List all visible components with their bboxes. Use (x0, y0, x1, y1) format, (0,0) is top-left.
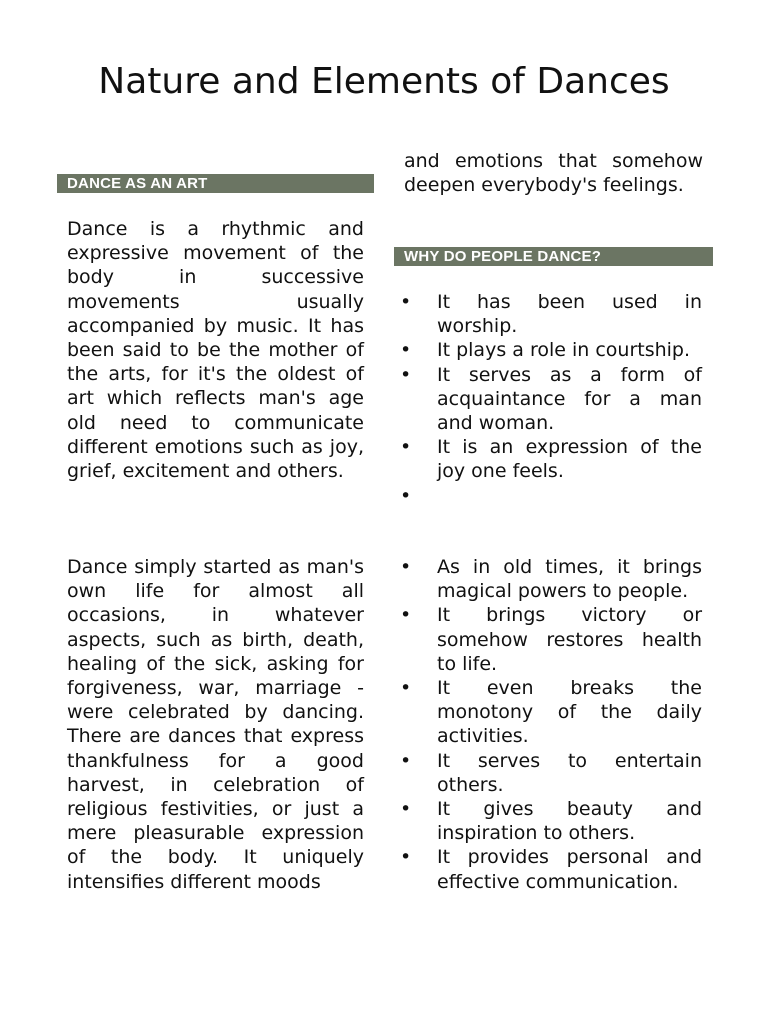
bullet-list-reasons-2 (394, 555, 713, 894)
list-item-text: It serves to entertain others. (437, 749, 702, 796)
bullet-icon: • (400, 291, 412, 313)
list-item-text: It plays a role in courtship. (437, 339, 691, 362)
bullet-list-reasons-1 (394, 290, 713, 532)
list-item (394, 749, 713, 797)
list-item-text: It brings victory or somehow restores health to life. (437, 604, 702, 675)
list-item-text: It gives beauty and inspiration to others. (437, 798, 702, 845)
bullet-icon: • (400, 339, 412, 362)
list-item (394, 290, 713, 338)
list-item (394, 676, 713, 749)
paragraph-dance-origins: Dance simply started as man's own life for almost all occasions, in whatever aspects, such as birth, death, healing of the sick, asking for forgiveness, war, marriage - were celebrated by dancing. There are dances that express thankfulness for a good harvest, in celebration of religious festivities, or just a mere pleasurable expression of the body. It uniquely intensifies different moods (67, 556, 364, 893)
list-item-text: It is an expression of the joy one feels. (437, 436, 702, 483)
list-item (394, 435, 713, 483)
bullet-icon: • (400, 604, 412, 627)
list-item (394, 845, 713, 893)
bullet-icon: • (400, 363, 412, 386)
bullet-icon: • (400, 436, 412, 459)
document-title: Nature and Elements of Dances (98, 61, 670, 102)
list-item-text: It provides personal and effective communication. (437, 846, 702, 893)
section-heading-why-dance: WHY DO PEOPLE DANCE? (394, 247, 713, 266)
bullet-icon: • (400, 677, 412, 700)
list-item (394, 338, 713, 362)
bullet-icon: • (400, 484, 412, 507)
list-item-text: As in old times, it brings magical powers to people. (437, 556, 702, 603)
bullet-icon: • (400, 798, 412, 821)
list-item-text: It even breaks the monotony of the daily activities. (437, 677, 702, 748)
paragraph-dance-definition: Dance is a rhythmic and expressive movement of the body in successive movements usually accompanied by music. It has been said to be the mother of the arts, for it's the oldest of art which reflects man's age old need to communicate different emotions such as joy, grief, excitement and others. (67, 218, 364, 483)
list-item (394, 797, 713, 845)
list-item (394, 363, 713, 436)
bullet-icon: • (400, 846, 412, 869)
list-item (394, 603, 713, 676)
list-item-text: It serves as a form of acquaintance for a man and woman. (437, 363, 702, 435)
section-heading-dance-as-an-art: DANCE AS AN ART (57, 174, 374, 193)
paragraph-continued: and emotions that somehow deepen everybody's feelings. (404, 150, 703, 197)
list-item-text: It has been used in worship. (437, 291, 702, 338)
bullet-icon: • (400, 749, 412, 772)
list-item-empty (394, 484, 713, 508)
list-item (394, 555, 713, 603)
bullet-icon: • (400, 556, 412, 578)
